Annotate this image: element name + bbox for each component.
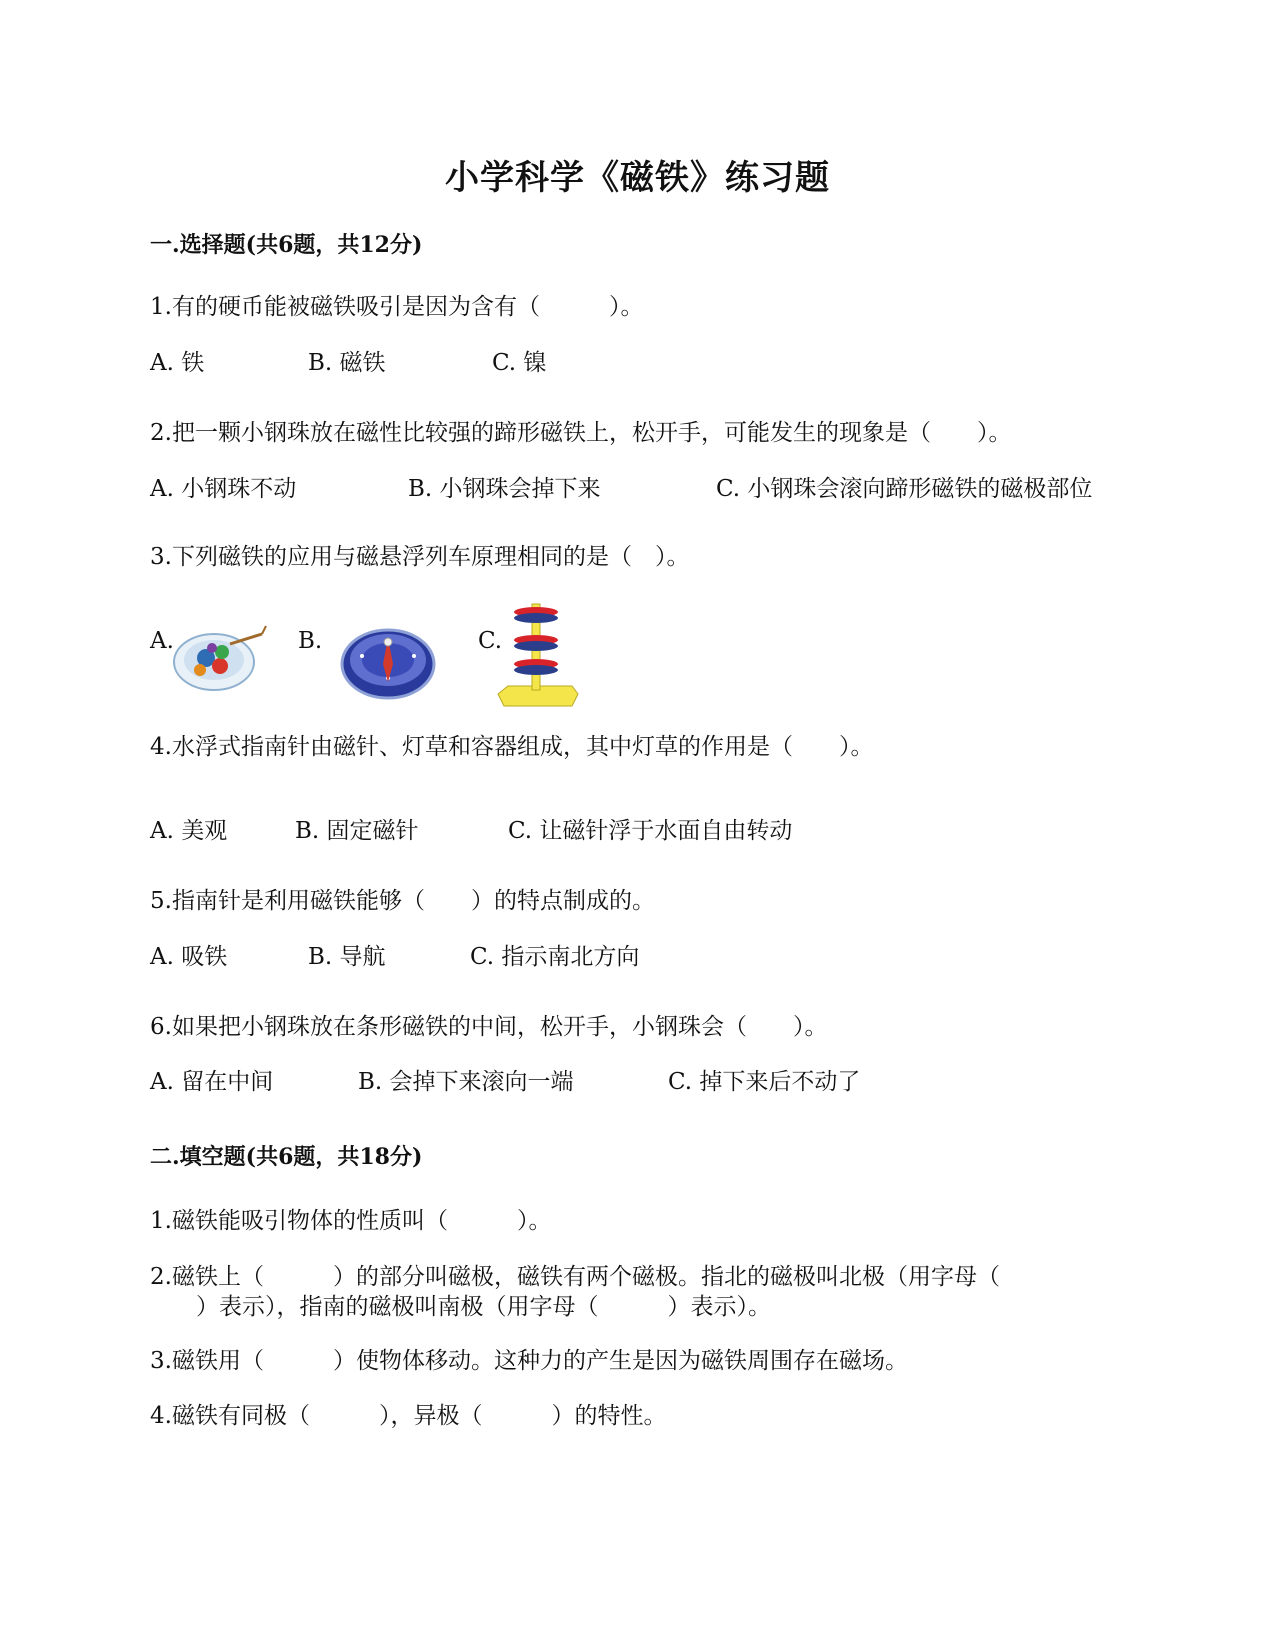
q2-option-c: C. 小钢珠会滚向蹄形磁铁的磁极部位 — [716, 476, 1093, 502]
q2-option-b: B. 小钢珠会掉下来 — [408, 476, 601, 502]
q5-option-a: A. 吸铁 — [150, 944, 228, 970]
question-6: 6.如果把小钢珠放在条形磁铁的中间，松开手，小钢珠会（ ）。 — [150, 1014, 828, 1040]
fill-question-3: 3.磁铁用（ ）使物体移动。这种力的产生是因为磁铁周围存在磁场。 — [150, 1348, 908, 1374]
fill-question-4: 4.磁铁有同极（ ），异极（ ）的特性。 — [150, 1403, 667, 1429]
q1-option-c: C. 镍 — [492, 350, 547, 376]
fill-question-2-line-1: 2.磁铁上（ ）的部分叫磁极，磁铁有两个磁极。指北的磁极叫北极（用字母（ — [150, 1264, 1000, 1290]
section-heading-fill-in: 二.填空题(共6题，共18分) — [150, 1144, 423, 1170]
q5-option-b: B. 导航 — [308, 944, 386, 970]
question-1: 1.有的硬币能被磁铁吸引是因为含有（ ）。 — [150, 294, 644, 320]
q6-option-a: A. 留在中间 — [150, 1069, 274, 1095]
q3-option-b: B. — [298, 628, 323, 654]
q4-option-c: C. 让磁针浮于水面自由转动 — [508, 818, 793, 844]
q4-option-a: A. 美观 — [150, 818, 228, 844]
q6-option-c: C. 掉下来后不动了 — [668, 1069, 861, 1095]
section-heading-choice: 一.选择题(共6题，共12分) — [150, 232, 423, 258]
question-2: 2.把一颗小钢珠放在磁性比较强的蹄形磁铁上，松开手，可能发生的现象是（ ）。 — [150, 420, 1012, 446]
question-4: 4.水浮式指南针由磁针、灯草和容器组成，其中灯草的作用是（ ）。 — [150, 734, 874, 760]
q1-option-a: A. 铁 — [150, 350, 205, 376]
fill-question-1: 1.磁铁能吸引物体的性质叫（ ）。 — [150, 1208, 552, 1234]
q3-option-a: A. — [150, 628, 174, 654]
q6-option-b: B. 会掉下来滚向一端 — [358, 1069, 574, 1095]
floating-compass-toy-icon — [170, 622, 270, 694]
fill-question-2-line-2: ）表示），指南的磁极叫南极（用字母（ ）表示）。 — [150, 1294, 771, 1320]
stacked-ring-magnets-icon — [492, 598, 582, 714]
q5-option-c: C. 指示南北方向 — [470, 944, 640, 970]
q4-option-b: B. 固定磁针 — [295, 818, 419, 844]
question-5: 5.指南针是利用磁铁能够（ ）的特点制成的。 — [150, 888, 655, 914]
q1-option-b: B. 磁铁 — [308, 350, 386, 376]
question-3: 3.下列磁铁的应用与磁悬浮列车原理相同的是（ ）。 — [150, 544, 690, 570]
q3-option-c: C. — [478, 628, 503, 654]
q2-option-a: A. 小钢珠不动 — [150, 476, 297, 502]
page-title: 小学科学《磁铁》练习题 — [445, 158, 830, 198]
compass-dish-icon — [340, 612, 440, 702]
